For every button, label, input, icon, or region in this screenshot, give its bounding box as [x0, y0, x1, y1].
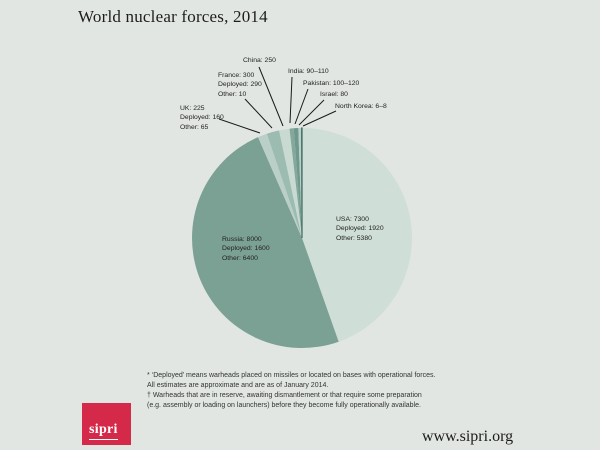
footnotes: [147, 371, 435, 411]
pie-label-russia: Russia: 8000 Deployed: 1600 Other: 6400: [222, 236, 270, 262]
pie-label-usa: USA: 7300 Deployed: 1920 Other: 5380: [336, 216, 384, 242]
pie-label-north-korea: North Korea: 6–8: [335, 103, 387, 110]
leader-line-north_korea: [303, 111, 336, 126]
footnote-line: All estimates are approximate and are as of January 2014.: [147, 382, 329, 389]
leader-line-france: [245, 99, 272, 128]
pie-label-israel: Israel: 80: [320, 91, 348, 98]
pie-label-china: China: 250: [243, 57, 276, 64]
footnote-line: † Warheads that are in reserve, awaiting dismantlement or that require some preparation: [147, 392, 422, 399]
leader-line-pakistan: [295, 89, 308, 124]
sipri-logo-text: sipri: [89, 422, 118, 440]
pie-label-uk: UK: 225 Deployed: 160 Other: 65: [180, 105, 224, 131]
chart-title: World nuclear forces, 2014: [78, 7, 268, 26]
leader-line-uk: [219, 119, 260, 133]
pie-label-india: India: 90–110: [288, 68, 329, 75]
pie-label-pakistan: Pakistan: 100–120: [303, 80, 360, 87]
leader-line-china: [259, 67, 283, 126]
pie-label-france: France: 300 Deployed: 290 Other: 10: [218, 72, 262, 98]
footnote-line: * ‘Deployed’ means warheads placed on missiles or located on bases with operational forces.: [147, 372, 436, 379]
footnote-line: (e.g. assembly or loading on launchers) before they become fully operationally available.: [147, 402, 421, 409]
sipri-logo: [82, 403, 131, 445]
website-url: www.sipri.org: [422, 428, 514, 445]
leader-line-india: [290, 77, 292, 123]
